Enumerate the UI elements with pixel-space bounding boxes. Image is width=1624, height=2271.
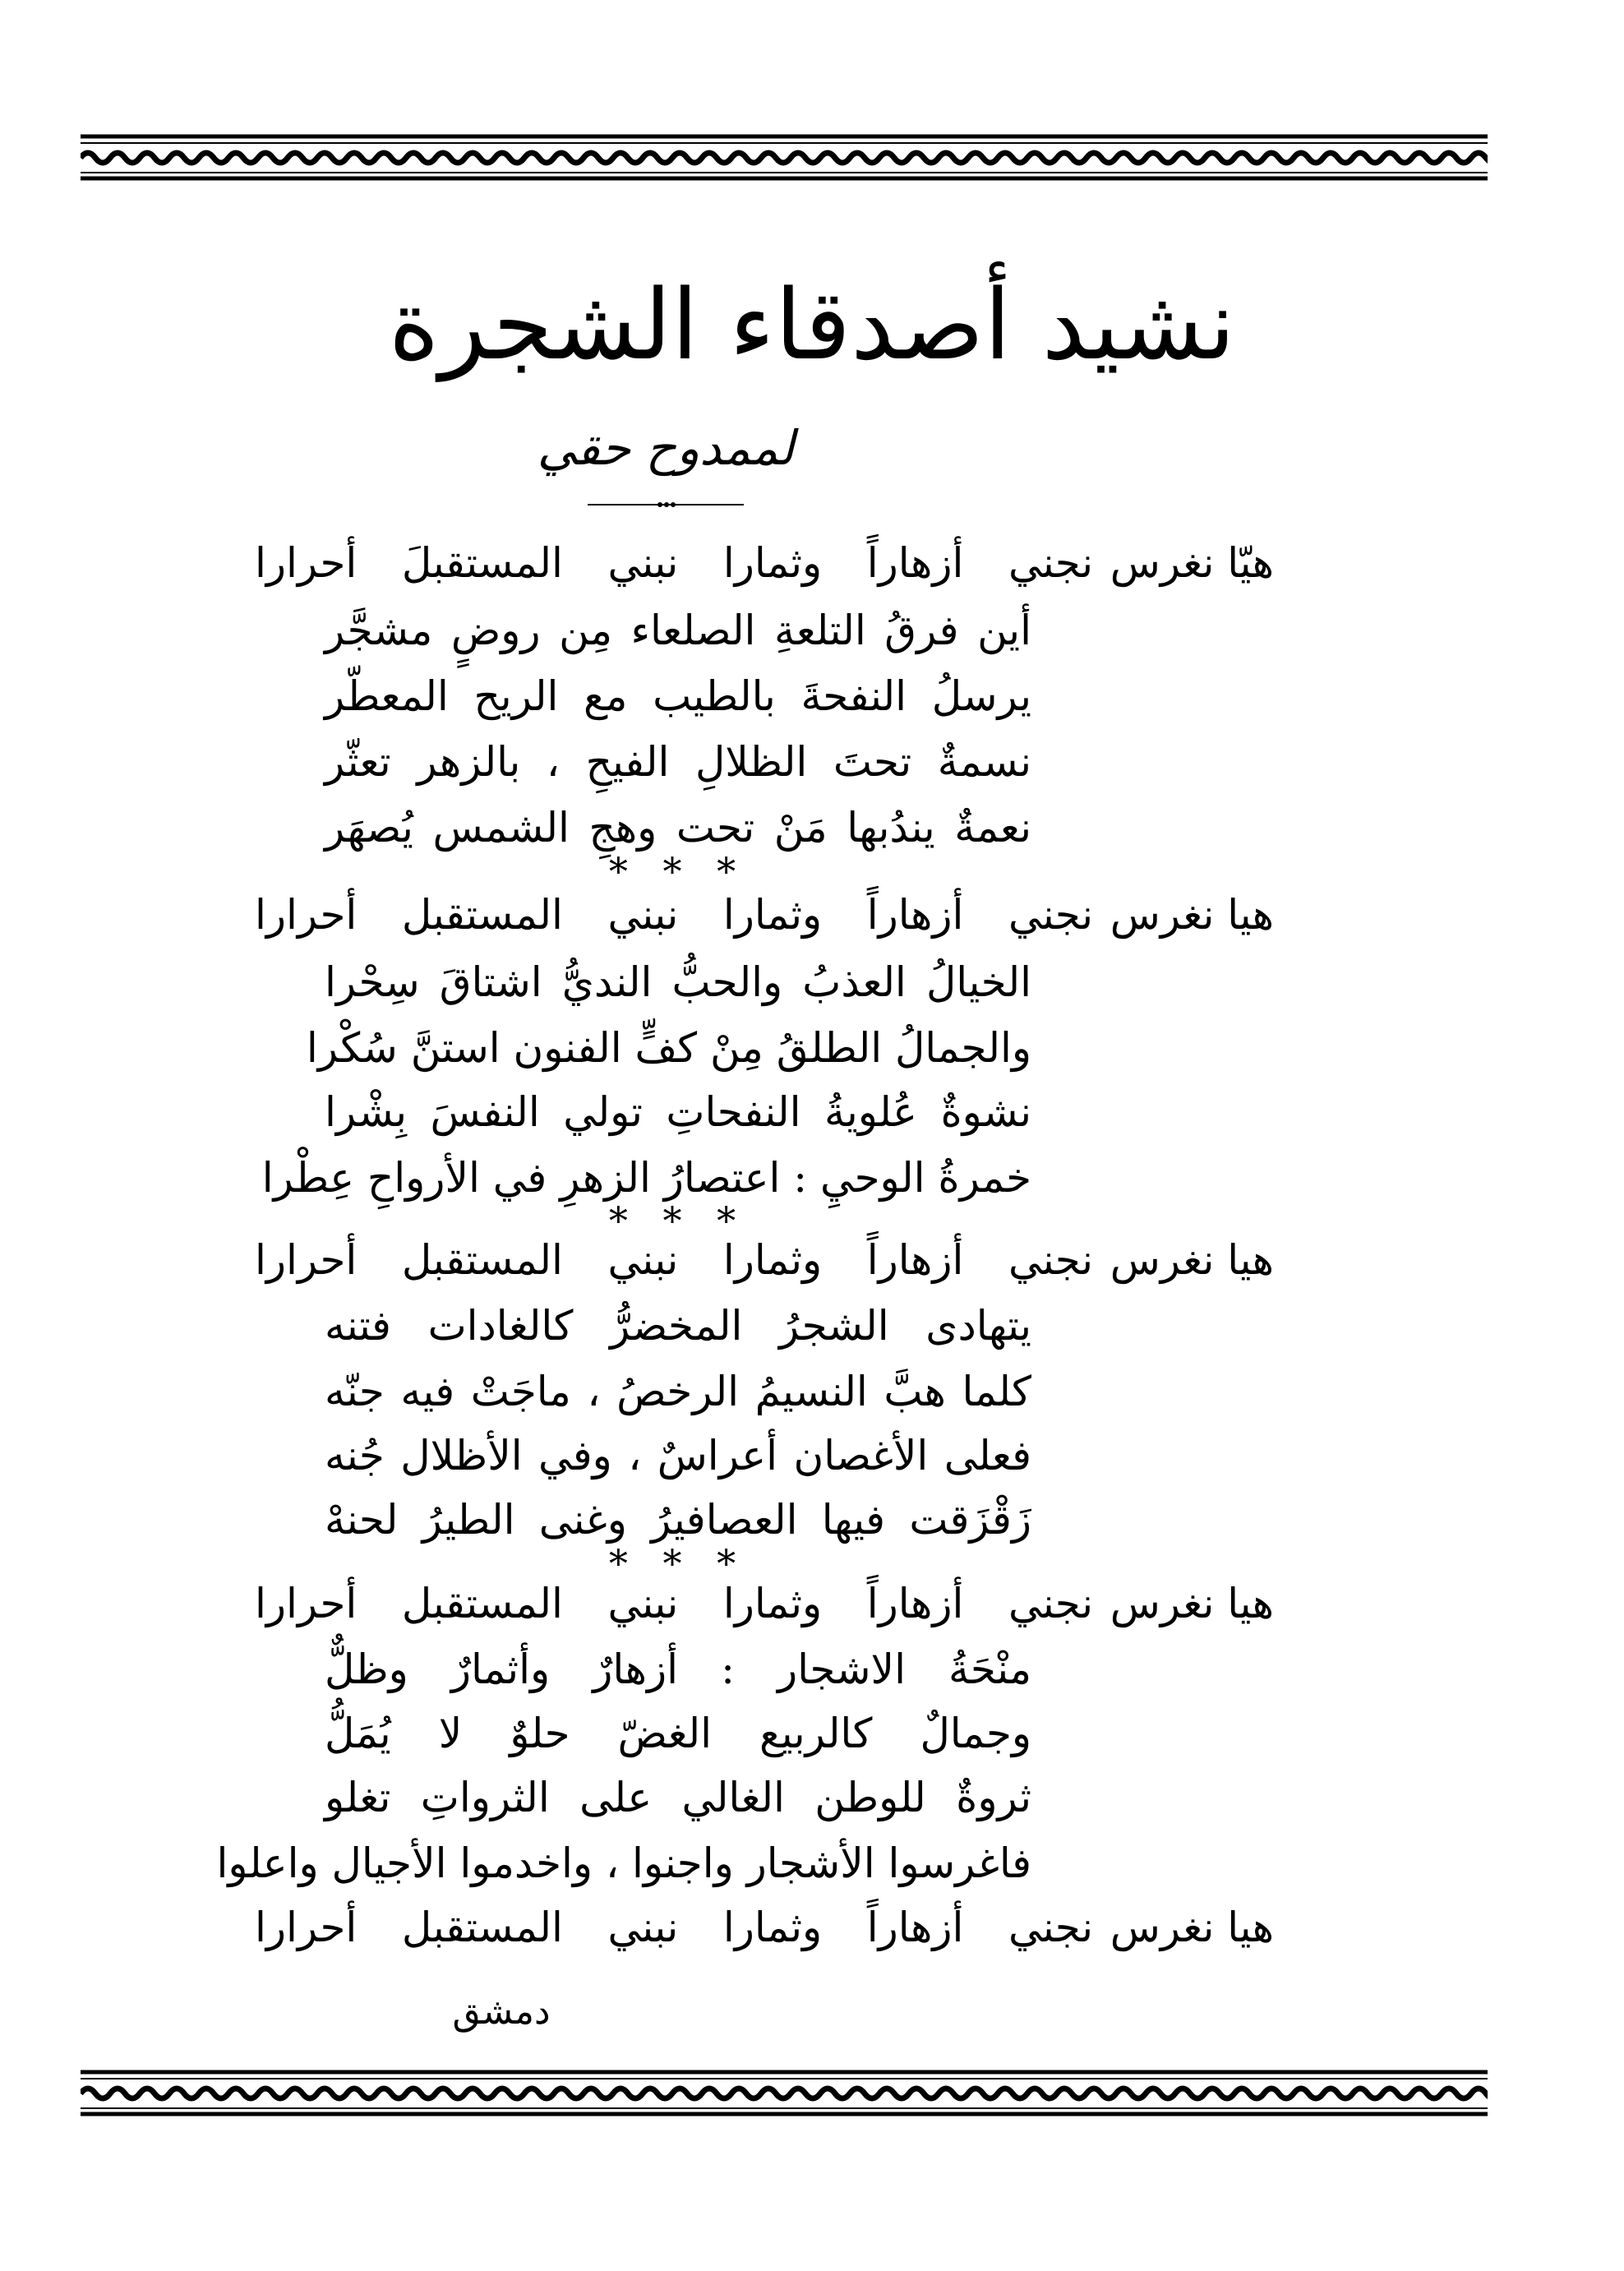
refrain-lead: هيا نغرس	[1110, 1904, 1274, 1951]
stanza-separator: * * *	[608, 849, 748, 893]
refrain-body: نجني أزهاراً وثمارا نبني المستقبل أحرارا	[255, 891, 1093, 939]
verse-line: يتهادى الشجرُ المخضرُّ كالغادات فتنه	[325, 1302, 1031, 1350]
refrain-body: نجني أزهاراً وثمارا نبني المستقبل أحرارا	[255, 1904, 1093, 1951]
place-signature: دمشق	[452, 1991, 551, 2033]
refrain-lead: هيا نغرس	[1110, 1236, 1274, 1284]
verse-line: أين فرقُ التلعةِ الصلعاء مِن روضٍ مشجَّر	[325, 607, 1031, 654]
poem-author: لممدوح حقي	[537, 420, 795, 476]
verse-line: منْحَةُ الاشجار : أزهارٌ وأثمارٌ وظلٌّ	[325, 1646, 1031, 1693]
refrain-body: نجني أزهاراً وثمارا نبني المستقبل أحرارا	[255, 1236, 1093, 1284]
refrain-lead: هيّا نغرس	[1110, 539, 1274, 587]
refrain-lead: هيا نغرس	[1110, 891, 1274, 939]
verse-line: والجمالُ الطلقُ مِنْ كفٍّ الفنون استنَّ سُكْرا	[306, 1024, 1031, 1072]
verse-line: فاغرسوا الأشجار واجنوا ، واخدموا الأجيال واعلوا	[216, 1839, 1031, 1887]
refrain-body: نجني أزهاراً وثمارا نبني المستقبل أحرارا	[255, 1580, 1093, 1627]
stanza-separator: * * *	[608, 1198, 748, 1243]
bottom-ornamental-border	[81, 2067, 1488, 2118]
verse-line: كلما هبَّ النسيمُ الرخصُ ، ماجَتْ فيه جنّه	[325, 1368, 1031, 1415]
verse-line: الخيالُ العذبُ والحبُّ النديُّ اشتاقَ سِحْرا	[325, 958, 1031, 1006]
refrain-body: نجني أزهاراً وثمارا نبني المستقبلَ أحرارا	[255, 539, 1093, 587]
poem-title: نشيد أصدقاء الشجرة	[388, 268, 1236, 381]
verse-line: وجمالٌ كالربيع الغضّ حلوٌ لا يُمَلُّ	[325, 1710, 1031, 1757]
stanza-separator: * * *	[608, 1541, 748, 1586]
verse-line: فعلى الأغصان أعراسٌ ، وفي الأظلال جُنه	[325, 1432, 1031, 1479]
verse-line: خمرةُ الوحيِ : اعتصارُ الزهرِ في الأرواحِ عِطْرا	[261, 1154, 1031, 1202]
top-ornamental-border	[81, 132, 1488, 182]
refrain-lead: هيا نغرس	[1110, 1580, 1274, 1627]
verse-line: ثروةٌ للوطن الغالي على الثرواتِ تغلو	[325, 1774, 1031, 1821]
verse-line: زَقْزَقت فيها العصافيرُ وغنى الطيرُ لحنهْ	[325, 1496, 1031, 1544]
verse-line: نسمةٌ تحتَ الظلالِ الفيحِ ، بالزهر تعثّر	[325, 738, 1031, 786]
verse-line: نعمةٌ يندُبها مَنْ تحت وهجِ الشمس يُصهَر	[325, 804, 1031, 852]
verse-line: يرسلُ النفحةَ بالطيب مع الريح المعطّر	[325, 672, 1031, 720]
verse-line: نشوةٌ عُلويةُ النفحاتِ تولي النفسَ بِشْرا	[325, 1088, 1031, 1136]
title-divider	[588, 498, 744, 510]
